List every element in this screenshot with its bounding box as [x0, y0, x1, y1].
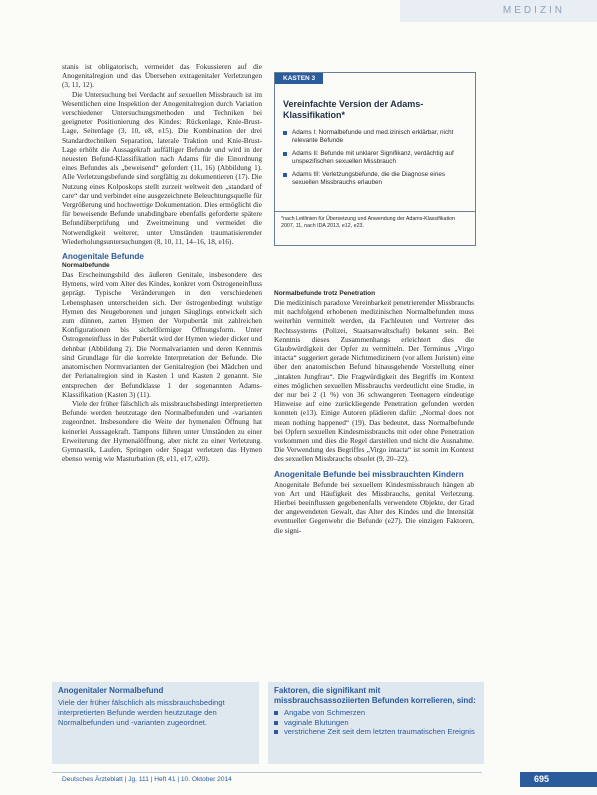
subsection-heading: Normalbefunde trotz Penetration — [274, 290, 376, 297]
box-title: Vereinfachte Version der Adams-Klassifikation* — [283, 99, 424, 120]
summary-panel-right — [268, 682, 484, 764]
paragraph: Die medizinisch paradoxe Vereinbarkeit penetrierender Missbrauchs mit nachfolgend erhobenen medizinischen Normalbefunden muss weiterhin vermittelt werden, da Fachleuten und Vertreter des Rechtssystems (Polizei, Staatsanwaltschaft) bekannt sein. Bei Kenntnis dieses Zusammenhangs erleichtert dies die Glaubwürdigkeit der Opfer zu vermitteln. Der Terminus „Virgo intacta“ suggeriert gerade Nichtmedizinern (vor allem Juristen) eine über den anatomischen Befund hinausgehende Vorstellung einer „intakten Jungfrau“. Die Fragwürdigkeit des Begriffs im Kontext eines möglichen sexuellen Missbrauchs verdeutlicht eine Studie, in der nur bei 2 (1 %) von 36 schwangeren Teenagern eindeutige Hinweise auf eine zurückliegende Penetration gefunden werden konnten (e13). Einige Autoren plädieren dafür: „Normal does not mean nothing happened“ (19). Das bedeutet, dass Normalbefunde bei Opfern sexuellen Kindesmissbrauchs mit oder ohne Penetration vorkommen und dies die Regel darstellen und nicht die Ausnahme. Die Verwendung des Begriffes „Virgo intacta“ ist somit im Kontext des sexuellen Missbrauchs obsolet (9, 20–22). — [274, 298, 474, 464]
list-item: Angabe von Schmerzen — [274, 708, 478, 718]
list-item: verstrichene Zeit seit dem letzten traumatischen Ereignis — [274, 727, 478, 737]
paragraph: Viele der früher fälschlich als missbrauchsbedingt interpretierten Befunde werden heutzutage den Normalbefunden und -varianten zugeordnet. Insbesondere die Weite der hymenalen Öffnung hat keinerlei Aussagekraft. Tampons führen unter Umständen zu einer Erweiterung der Hymenalöffnung, aber nicht zu einer Verletzung. Gymnastik, Laufen, Springen oder Spagat verletzen das Hymen ebenso wenig wie Masturbation (8, e11, e17, e20). — [62, 398, 262, 464]
subsection-heading: Normalbefunde — [62, 262, 110, 270]
square-bullet-icon — [283, 173, 287, 177]
panel-title: Faktoren, die signifikant mit missbrauchsassoziierten Befunden korrelieren, sind: — [274, 686, 476, 705]
page-number-box — [520, 772, 597, 787]
box-list — [283, 129, 469, 192]
footer-divider — [52, 772, 482, 773]
section-heading: Anogenitale Befunde — [62, 252, 144, 262]
square-bullet-icon — [283, 131, 287, 135]
square-bullet-icon — [274, 721, 278, 725]
panel-body: Viele der früher fälschlich als missbrauchsbedingt interpretierten Befunde werden heutzutage den Normalbefunden und -varianten zugeordnet. — [58, 698, 225, 727]
square-bullet-icon — [283, 152, 287, 156]
list-item: Adams I: Normalbefunde und med.izinisch erklärbar, nicht relevante Befunde — [283, 129, 469, 145]
left-column — [62, 62, 262, 463]
box-tag: KASTEN 3 — [275, 73, 323, 84]
paragraph: Anogenitale Befunde bei sexuellem Kindesmissbrauch hängen ab von Art und Häufigkeit des Missbrauchs, genital Verletzung. Hierbei beeinflussen gegebenenfalls verwendete Objekte, der Grad der angewendeten Gewalt, das Alter des Kindes und die Intensität eventueller Gegenwehr die Befunde (e27). Die einzigen Faktoren, die signi- — [274, 479, 474, 535]
page-number: 695 — [534, 774, 550, 784]
header-band — [400, 0, 597, 22]
box-footnote: *nach Leitlinien für Übersetzung und Anwendung der Adams-Klassifikation 2007, 11, nach IDA 2013, e12, e23. — [275, 211, 475, 234]
square-bullet-icon — [274, 730, 278, 734]
summary-panel-left — [52, 682, 259, 764]
section-heading: Anogenitale Befunde bei missbrauchten Kindern — [274, 469, 464, 479]
journal-citation: Deutsches Ärzteblatt | Jg. 111 | Heft 41 | 10. Oktober 2014 — [62, 776, 232, 783]
info-box-kasten-3 — [274, 72, 476, 246]
square-bullet-icon — [274, 711, 278, 715]
section-label: MEDIZIN — [502, 5, 565, 16]
panel-list — [268, 708, 484, 737]
list-item: Adams III: Verletzungsbefunde, die die Diagnose eines sexuellen Missbrauchs erlauben — [283, 171, 469, 187]
right-column — [274, 290, 474, 535]
paragraph: Die Untersuchung bei Verdacht auf sexuellen Missbrauch ist im Wesentlichen eine Inspektion der Anogenitalregion durch Variation verschiedener Untersuchungsmethoden und Techniken bei geeigneter Positionierung des Kindes: Rückenlage, Knie-Brust-Lage, Seitenlage (3, 10, e8, e15). Die Kombination der drei Standardtechniken Separation, laterale Traktion und Knie-Brust-Lage erhöht die Aussagekraft auffälliger Befunde und wird in der neuesten Befund-Klassifikation nach Adams für die Einordnung eines Befundes als „beweisend“ gefordert (11, 16) (Abbildung 1). Alle Verletzungsbefunde sind sorgfältig zu dokumentieren (17). Die Nutzung eines Kolposkops stellt zurzeit weltweit den „standard of care“ dar und verbindet eine ausgezeichnete Beleuchtungsquelle für Vergrößerung und hochwertige Dokumentation. Dies ermöglicht die für beweisende Befunde unabdingbare ebenfalls geforderte spätere Befundüberprüfung und Zweitmeinung und vermeidet die Notwendigkeit weiterer, unter Umständen traumatisierender Wiederholungsuntersuchungen (8, 10, 11, 14–16, 18, e16). — [62, 89, 262, 246]
paragraph: Das Erscheinungsbild des äußeren Genitale, insbesondere des Hymens, wird vom Alter des Kindes, konkret vom Östrogeneinfluss geprägt. Typische Veränderungen in den verschiedenen Lebensphasen unterscheiden sich. Der östrogenbedingt wulstige Hymen des Neugeborenen und jungen Säuglings entwickelt sich zum dünnen, zarten Hymen der Vorpubertät mit zahlreichen Konfigurationen bis sichelförmiger Öffnungsform. Unter Östrogeneinfluss in der Pubertät wird der Hymen wieder dicker und dehnbar (Abbildung 2). Die Normalvarianten und deren Kenntnis sind Grundlage für die korrekte Interpretation der Befunde. Die anatomischen Normvarianten der Genitalregion (bei Mädchen und der Perianalregion sind in Kasten 1 und Kasten 2 genannt. Sie entsprechen der Befundklasse 1 der sogenannten Adams-Klassifikation (Kasten 3) (11). — [62, 270, 262, 399]
panel-title: Anogenitaler Normalbefund — [58, 686, 164, 695]
paragraph: stanis ist obligatorisch, vermeidet das Fokussieren auf die Anogenitalregion und das Übersehen extragenitaler Verletzungen (3, 11, 12). — [62, 62, 262, 90]
list-item: Adams II: Befunde mit unklarer Signifikanz, verdächtig auf unspezifischen sexuellen Missbrauch — [283, 150, 469, 166]
list-item: vaginale Blutungen — [274, 718, 478, 728]
